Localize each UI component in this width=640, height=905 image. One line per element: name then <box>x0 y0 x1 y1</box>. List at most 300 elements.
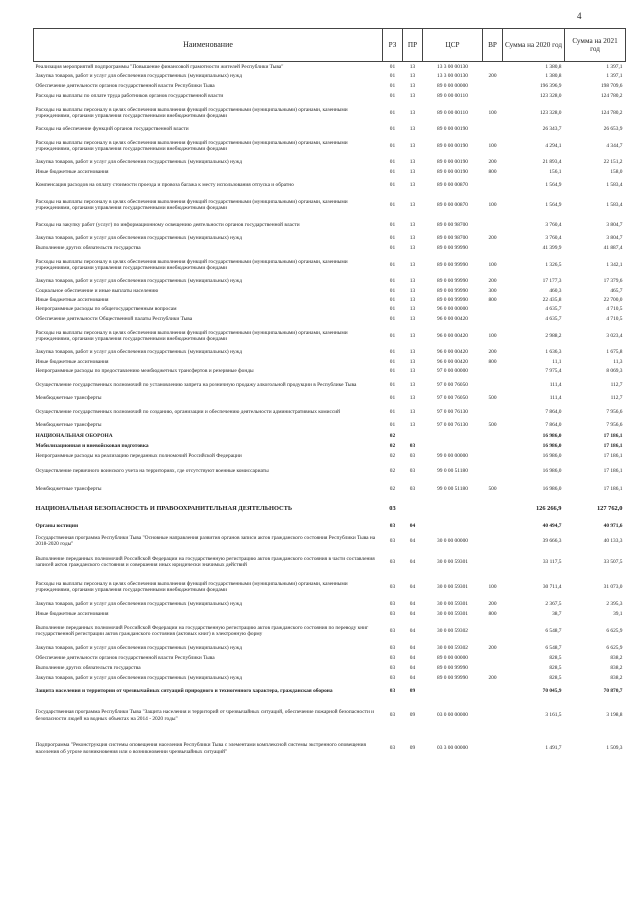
cell-pr: 13 <box>409 142 416 149</box>
cell-rz: 01 <box>389 159 396 166</box>
table-row <box>34 482 626 498</box>
cell-sum-2021: 7 956,6 <box>606 422 623 429</box>
cell-rz: 01 <box>389 368 396 375</box>
cell-rz: 01 <box>389 332 396 339</box>
cell-sum-2020: 123 328,0 <box>539 93 562 100</box>
table-row <box>34 72 626 82</box>
cell-name: НАЦИОНАЛЬНАЯ БЕЗОПАСНОСТЬ И ПРАВООХРАНИТЕЛЬНАЯ ДЕЯТЕЛЬНОСТЬ <box>35 505 293 513</box>
table-row <box>34 177 626 194</box>
cell-pr: 13 <box>409 221 416 228</box>
cell-sum-2020: 828,5 <box>549 655 562 662</box>
cell-name: Закупка товаров, работ и услуг для обеспечения государственных (муниципальных) нужд <box>35 349 243 356</box>
cell-csr: 97 0 00 76050 <box>437 381 468 388</box>
cell-vr: 800 <box>488 358 497 365</box>
cell-sum-2020: 17 177,3 <box>542 278 562 285</box>
cell-name: Межбюджетные трансферты <box>35 422 102 429</box>
cell-name: Непрограммные расходы по предоставлению межбюджетных трансфертов и резервные фонды <box>35 368 254 375</box>
cell-name: Расходы на выплаты персоналу в целях обеспечения выполнения функций государственными (муниципальными) органами, казенными учреждениями, органами управления государственными внебюджетными фондами <box>35 258 348 271</box>
cell-vr <box>483 404 503 421</box>
cell-csr: 89 0 00 99990 <box>437 287 468 294</box>
cell-csr: 97 0 00 76050 <box>437 395 468 402</box>
cell-name: Выполнение переданных полномочий Российской Федерации на государственную регистрацию актов гражданского состояния в части составления записей актов гражданского состояния и совершения иных юридически значимых действий <box>35 555 375 568</box>
cell-csr: 89 0 00 00000 <box>437 655 468 662</box>
cell-sum-2021: 31 073,0 <box>603 583 623 590</box>
cell-name: Государственная программа Республики Тыва "Защита населения и территорий от чрезвычайных ситуаций, обеспечение пожарной безопасности и безопасности людей на водных объектах на 2014 - 2020 годы" <box>35 709 375 722</box>
cell-csr: 89 0 00 00190 <box>437 142 468 149</box>
table-row <box>34 533 626 550</box>
cell-name: Социальное обеспечение и иные выплаты населению <box>35 287 159 294</box>
cell-sum-2020: 2 988,2 <box>545 332 562 339</box>
cell-name: Закупка товаров, работ и услуг для обеспечения государственных (муниципальных) нужд <box>35 73 243 80</box>
table-row <box>34 674 626 683</box>
table-row <box>34 158 626 168</box>
cell-sum-2021: 17 186,1 <box>603 486 623 493</box>
cell-rz: 01 <box>389 278 396 285</box>
cell-sum-2020: 38,7 <box>552 610 562 617</box>
cell-name: Осуществление государственных полномочий по установлению запрета на розничную продажу алкогольной продукции в Республике Тыва <box>35 381 357 388</box>
cell-vr <box>483 431 503 442</box>
cell-rz: 03 <box>389 674 396 681</box>
cell-rz: 03 <box>389 645 396 652</box>
cell-sum-2020: 460,3 <box>549 287 562 294</box>
cell-pr: 13 <box>409 408 416 415</box>
cell-vr <box>483 701 503 731</box>
cell-csr: 13 3 00 00130 <box>437 63 468 70</box>
cell-sum-2021: 112,7 <box>610 381 623 388</box>
cell-pr: 04 <box>409 674 416 681</box>
cell-name: Закупка товаров, работ и услуг для обеспечения государственных (муниципальных) нужд <box>35 645 243 652</box>
table-row <box>34 452 626 462</box>
cell-sum-2020: 22 435,8 <box>542 296 562 303</box>
cell-csr <box>423 431 483 442</box>
cell-sum-2020: 126 266,9 <box>535 505 562 513</box>
cell-vr <box>483 244 503 254</box>
cell-sum-2021: 33 507,5 <box>603 558 623 565</box>
cell-vr <box>483 462 503 482</box>
cell-vr: 800 <box>488 296 497 303</box>
cell-pr: 13 <box>409 73 416 80</box>
cell-pr: 13 <box>409 201 416 208</box>
cell-pr: 03 <box>409 453 416 460</box>
cell-rz: 03 <box>389 665 396 672</box>
cell-rz: 02 <box>389 468 396 475</box>
cell-sum-2021: 838,2 <box>610 655 623 662</box>
cell-pr: 13 <box>409 245 416 252</box>
table-row <box>34 358 626 367</box>
cell-sum-2020: 7 975,4 <box>545 368 562 375</box>
cell-name: Расходы на выплаты персоналу в целях обеспечения выполнения функций государственными (муниципальными) органами, казенными учреждениями, органами управления государственными внебюджетными фондами <box>35 139 348 152</box>
cell-csr: 96 0 00 00420 <box>437 358 468 365</box>
cell-name: Закупка товаров, работ и услуг для обеспечения государственных (муниципальных) нужд <box>35 159 243 166</box>
cell-rz: 01 <box>389 73 396 80</box>
cell-sum-2020: 6 548,7 <box>545 645 562 652</box>
cell-vr: 500 <box>488 422 497 429</box>
cell-csr: 89 0 00 99990 <box>437 278 468 285</box>
cell-vr <box>483 521 503 533</box>
cell-pr: 13 <box>409 358 416 365</box>
cell-pr: 04 <box>409 655 416 662</box>
cell-vr <box>483 177 503 194</box>
cell-name: Иные бюджетные ассигнования <box>35 168 109 175</box>
table-row <box>34 377 626 394</box>
cell-sum-2021: 198 709,6 <box>600 83 623 90</box>
cell-name: Расходы на выплаты персоналу в целях обеспечения выполнения функций государственными (муниципальными) органами, казенными учреждениями, органами управления государственными внебюджетными фондами <box>35 580 348 593</box>
cell-sum-2021: 1 509,3 <box>606 745 623 752</box>
table-row <box>34 348 626 358</box>
table-row <box>34 62 626 72</box>
cell-pr: 03 <box>409 443 416 450</box>
cell-vr <box>483 125 503 135</box>
cell-name: Органы юстиции <box>35 523 79 530</box>
table-row <box>34 305 626 315</box>
cell-csr: 30 0 00 59301 <box>437 583 468 590</box>
cell-pr: 13 <box>409 126 416 133</box>
table-row <box>34 287 626 296</box>
cell-vr: 100 <box>488 261 497 268</box>
cell-name: Иные бюджетные ассигнования <box>35 358 109 365</box>
cell-sum-2021: 1 397,1 <box>606 73 623 80</box>
cell-sum-2021: 4 710,5 <box>606 306 623 313</box>
cell-sum-2020: 3 161,5 <box>545 712 562 719</box>
table-row <box>34 498 626 521</box>
cell-rz: 01 <box>389 395 396 402</box>
cell-pr: 13 <box>409 63 416 70</box>
cell-csr: 99 0 00 00000 <box>437 453 468 460</box>
cell-vr: 200 <box>488 73 497 80</box>
cell-sum-2021: 17 379,6 <box>603 278 623 285</box>
cell-vr <box>483 683 503 701</box>
cell-name: Расходы на выплаты по оплате труда работников органов государственной власти <box>35 93 224 100</box>
cell-rz: 01 <box>389 381 396 388</box>
cell-rz: 01 <box>389 316 396 323</box>
table-row <box>34 217 626 234</box>
cell-pr: 13 <box>409 349 416 356</box>
table-row <box>34 135 626 158</box>
cell-csr: 96 0 00 00420 <box>437 349 468 356</box>
cell-sum-2021: 838,2 <box>610 674 623 681</box>
cell-sum-2020: 1 491,7 <box>545 745 562 752</box>
cell-rz: 03 <box>389 688 396 695</box>
cell-rz: 03 <box>389 523 396 530</box>
cell-rz: 03 <box>389 505 396 513</box>
cell-csr: 89 0 00 99990 <box>437 296 468 303</box>
cell-csr: 89 0 00 00870 <box>437 181 468 188</box>
header-vr: ВР <box>483 29 503 62</box>
cell-sum-2021: 1 397,1 <box>606 63 623 70</box>
table-row <box>34 421 626 431</box>
cell-sum-2020: 1 380,8 <box>545 63 562 70</box>
cell-sum-2021: 41 887,4 <box>603 245 623 252</box>
cell-sum-2021: 1 675,8 <box>606 349 623 356</box>
cell-name: Выполнение переданных полномочий Российской Федерации на государственную регистрацию актов гражданского состояния по переводу книг государственной регистрации актов гражданского состояния (актовых книг) в электронную форму <box>35 624 369 637</box>
cell-sum-2020: 40 494,7 <box>542 523 562 530</box>
cell-vr <box>483 550 503 575</box>
cell-pr: 04 <box>409 665 416 672</box>
cell-csr: 30 0 00 59301 <box>437 601 468 608</box>
table-row <box>34 325 626 348</box>
table-row <box>34 462 626 482</box>
cell-rz: 01 <box>389 296 396 303</box>
cell-sum-2020: 1 380,8 <box>545 73 562 80</box>
cell-sum-2020: 1 564,9 <box>545 181 562 188</box>
cell-pr: 04 <box>409 537 416 544</box>
cell-rz: 03 <box>389 583 396 590</box>
cell-sum-2020: 33 117,5 <box>542 558 562 565</box>
table-row <box>34 125 626 135</box>
cell-csr: 89 0 00 00190 <box>437 168 468 175</box>
cell-vr <box>483 367 503 377</box>
cell-rz: 01 <box>389 261 396 268</box>
cell-sum-2020: 4 635,7 <box>545 316 562 323</box>
cell-sum-2021: 7 956,6 <box>606 408 623 415</box>
cell-sum-2020: 39 666,3 <box>542 537 562 544</box>
cell-pr: 09 <box>409 688 416 695</box>
cell-csr: 97 0 00 76130 <box>437 408 468 415</box>
cell-name: Непрограммные расходы по общегосударственным вопросам <box>35 306 177 313</box>
cell-csr: 96 0 00 00420 <box>437 316 468 323</box>
cell-pr: 04 <box>409 610 416 617</box>
table-row <box>34 610 626 619</box>
cell-sum-2021: 40 971,6 <box>603 523 623 530</box>
cell-rz: 02 <box>389 486 396 493</box>
cell-sum-2020: 123 328,0 <box>539 109 562 116</box>
cell-csr: 89 0 00 00000 <box>437 83 468 90</box>
table-row <box>34 92 626 102</box>
cell-sum-2021: 3 804,7 <box>606 221 623 228</box>
table-body <box>34 62 626 767</box>
cell-sum-2020: 6 548,7 <box>545 627 562 634</box>
table-row <box>34 683 626 701</box>
cell-sum-2020: 41 399,9 <box>542 245 562 252</box>
cell-vr: 100 <box>488 332 497 339</box>
cell-rz: 01 <box>389 83 396 90</box>
cell-vr <box>483 731 503 767</box>
cell-rz: 02 <box>389 443 396 450</box>
cell-pr: 04 <box>409 583 416 590</box>
cell-vr <box>483 498 503 521</box>
cell-csr: 99 0 00 51180 <box>437 468 468 475</box>
cell-vr: 100 <box>488 109 497 116</box>
cell-name: Расходы на обеспечение функций органов государственной власти <box>35 126 189 133</box>
cell-vr <box>483 442 503 452</box>
cell-vr: 300 <box>488 287 497 294</box>
cell-csr: 89 0 00 00190 <box>437 159 468 166</box>
cell-vr: 500 <box>488 486 497 493</box>
header-name: Наименование <box>34 29 383 62</box>
table-row <box>34 550 626 575</box>
cell-name: Расходы на выплаты персоналу в целях обеспечения выполнения функций государственными (муниципальными) органами, казенными учреждениями, органами управления государственными внебюджетными фондами <box>35 106 348 119</box>
cell-vr: 200 <box>488 235 497 242</box>
cell-pr: 13 <box>409 422 416 429</box>
cell-sum-2020: 1 326,5 <box>545 261 562 268</box>
cell-csr: 30 0 00 59302 <box>437 645 468 652</box>
cell-vr <box>483 305 503 315</box>
cell-vr <box>483 619 503 644</box>
cell-csr: 89 0 00 99990 <box>437 261 468 268</box>
cell-name: Иные бюджетные ассигнования <box>35 296 109 303</box>
cell-csr: 30 0 00 59301 <box>437 610 468 617</box>
table-row <box>34 404 626 421</box>
cell-vr: 100 <box>488 583 497 590</box>
cell-pr: 13 <box>409 181 416 188</box>
cell-vr: 800 <box>488 610 497 617</box>
cell-csr: 96 0 00 00420 <box>437 332 468 339</box>
table-row <box>34 315 626 325</box>
cell-sum-2021: 124 780,2 <box>600 93 623 100</box>
table-row <box>34 244 626 254</box>
cell-rz: 02 <box>389 432 396 439</box>
cell-vr <box>483 217 503 234</box>
cell-csr: 30 0 00 59302 <box>437 627 468 634</box>
cell-csr: 30 0 00 00000 <box>437 537 468 544</box>
cell-sum-2021: 1 583,4 <box>606 201 623 208</box>
cell-sum-2020: 16 986,0 <box>542 432 562 439</box>
table-row <box>34 168 626 177</box>
table-row <box>34 664 626 674</box>
cell-pr: 04 <box>409 645 416 652</box>
table-row <box>34 234 626 244</box>
cell-csr: 89 0 00 00190 <box>437 126 468 133</box>
cell-csr <box>423 683 483 701</box>
cell-sum-2021: 1 583,4 <box>606 181 623 188</box>
cell-sum-2020: 7 864,0 <box>545 408 562 415</box>
cell-sum-2020: 21 893,4 <box>542 159 562 166</box>
cell-rz: 01 <box>389 109 396 116</box>
cell-sum-2021: 1 342,1 <box>606 261 623 268</box>
cell-csr: 89 0 00 99990 <box>437 665 468 672</box>
cell-sum-2020: 26 343,7 <box>542 126 562 133</box>
cell-csr: 13 3 00 00130 <box>437 73 468 80</box>
cell-pr: 03 <box>409 486 416 493</box>
cell-sum-2020: 4 294,1 <box>545 142 562 149</box>
cell-pr: 13 <box>409 93 416 100</box>
cell-sum-2021: 4 710,5 <box>606 316 623 323</box>
cell-rz: 01 <box>389 358 396 365</box>
cell-sum-2021: 26 653,9 <box>603 126 623 133</box>
cell-sum-2021: 22 700,0 <box>603 296 623 303</box>
cell-rz: 01 <box>389 142 396 149</box>
cell-sum-2020: 196 396,9 <box>539 83 562 90</box>
table-row <box>34 654 626 664</box>
cell-sum-2021: 17 186,1 <box>603 468 623 475</box>
cell-rz: 03 <box>389 601 396 608</box>
cell-sum-2021: 6 625,9 <box>606 627 623 634</box>
cell-vr: 100 <box>488 201 497 208</box>
table-row <box>34 102 626 125</box>
header-sum-2021: Сумма на 2021 год <box>565 29 626 62</box>
table-row <box>34 431 626 442</box>
cell-pr: 13 <box>409 278 416 285</box>
cell-sum-2020: 1 636,3 <box>545 349 562 356</box>
cell-csr: 30 0 00 59301 <box>437 558 468 565</box>
cell-vr <box>483 654 503 664</box>
table-row <box>34 442 626 452</box>
cell-name: Расходы на выплаты персоналу в целях обеспечения выполнения функций государственными (муниципальными) органами, казенными учреждениями, органами управления государственными внебюджетными фондами <box>35 329 348 342</box>
cell-csr: 89 0 00 99990 <box>437 674 468 681</box>
cell-sum-2021: 39,1 <box>613 610 623 617</box>
cell-sum-2020: 16 986,0 <box>542 486 562 493</box>
cell-sum-2021: 127 762,0 <box>596 505 623 513</box>
cell-sum-2020: 3 760,4 <box>545 235 562 242</box>
table-row <box>34 701 626 731</box>
header-sum-2020: Сумма на 2020 год <box>503 29 565 62</box>
cell-name: Обеспечение деятельности Общественной палаты Республики Тыва <box>35 316 193 323</box>
cell-pr: 13 <box>409 332 416 339</box>
cell-pr: 09 <box>409 745 416 752</box>
cell-csr: 89 0 00 00110 <box>437 109 468 116</box>
cell-rz: 01 <box>389 349 396 356</box>
cell-vr: 200 <box>488 278 497 285</box>
cell-name: Осуществление первичного воинского учета на территориях, где отсутствуют военные комиссариаты <box>35 468 269 475</box>
cell-pr: 13 <box>409 83 416 90</box>
header-pr: ПР <box>403 29 423 62</box>
table-row <box>34 394 626 404</box>
cell-sum-2020: 11,1 <box>552 358 562 365</box>
cell-name: Обеспечение деятельности органов государственной власти Республики Тыва <box>35 83 215 90</box>
cell-rz: 02 <box>389 453 396 460</box>
cell-pr: 13 <box>409 287 416 294</box>
cell-rz: 03 <box>389 712 396 719</box>
cell-rz: 01 <box>389 63 396 70</box>
page-number: 4 <box>577 11 582 21</box>
cell-vr <box>483 315 503 325</box>
cell-sum-2021: 112,7 <box>610 395 623 402</box>
budget-table <box>33 28 626 767</box>
cell-sum-2020: 4 635,7 <box>545 306 562 313</box>
cell-name: Реализация мероприятий подпрограммы "Повышение финансовой грамотности жителей Республики Тыва" <box>35 63 284 70</box>
cell-name: Подпрограмма "Реконструкция системы оповещения населения Республики Тыва с элементами комплексной системы экстренного оповещения населения об угрозе возникновения или о возникновении чрезвычайных ситуаций" <box>35 742 366 755</box>
cell-pr: 13 <box>409 261 416 268</box>
cell-name: Осуществление государственных полномочий по созданию, организации и обеспечению деятельности административных комиссий <box>35 408 341 415</box>
cell-name: Защита населения и территории от чрезвычайных ситуаций природного и техногенного характера, гражданская оборона <box>35 688 333 695</box>
cell-rz: 01 <box>389 181 396 188</box>
cell-vr: 200 <box>488 645 497 652</box>
cell-sum-2021: 8 069,3 <box>606 368 623 375</box>
table-row <box>34 277 626 287</box>
cell-vr <box>483 452 503 462</box>
cell-csr: 96 0 00 00000 <box>437 306 468 313</box>
cell-pr: 13 <box>409 316 416 323</box>
cell-csr: 89 0 00 98700 <box>437 221 468 228</box>
cell-rz: 01 <box>389 287 396 294</box>
cell-csr <box>423 521 483 533</box>
cell-sum-2020: 828,5 <box>549 674 562 681</box>
cell-pr: 13 <box>409 368 416 375</box>
cell-sum-2020: 16 986,0 <box>542 443 562 450</box>
cell-vr: 100 <box>488 142 497 149</box>
cell-name: Непрограммные расходы на реализацию переданных полномочий Российской Федерации <box>35 453 242 460</box>
cell-sum-2020: 156,1 <box>549 168 562 175</box>
table-row <box>34 600 626 610</box>
table-row <box>34 619 626 644</box>
cell-sum-2020: 70 045,9 <box>542 688 562 695</box>
cell-pr <box>403 498 423 521</box>
cell-vr <box>483 664 503 674</box>
cell-sum-2020: 7 864,0 <box>545 422 562 429</box>
cell-name: Компенсация расходов на оплату стоимости проезда и провоза багажа к месту использования отпуска и обратно <box>35 181 294 188</box>
table-row <box>34 644 626 654</box>
cell-rz: 01 <box>389 245 396 252</box>
cell-sum-2020: 828,5 <box>549 665 562 672</box>
cell-rz: 03 <box>389 745 396 752</box>
cell-csr: 89 0 00 98700 <box>437 235 468 242</box>
cell-sum-2021: 3 023,4 <box>606 332 623 339</box>
table-row <box>34 521 626 533</box>
cell-sum-2020: 16 986,0 <box>542 453 562 460</box>
table-row <box>34 296 626 305</box>
cell-csr: 97 0 00 00000 <box>437 368 468 375</box>
cell-csr: 03 0 00 00000 <box>437 712 468 719</box>
